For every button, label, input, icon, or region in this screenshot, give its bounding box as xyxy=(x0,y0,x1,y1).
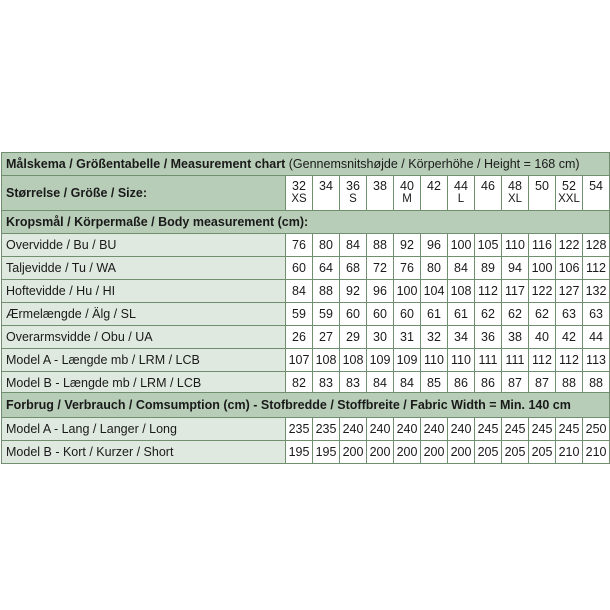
table-cell: 61 xyxy=(421,303,448,326)
table-cell: 62 xyxy=(475,303,502,326)
table-cell: 27 xyxy=(313,326,340,349)
table-cell: 68 xyxy=(340,257,367,280)
table-cell: 83 xyxy=(313,372,340,395)
table-cell: 92 xyxy=(340,280,367,303)
size-cell xyxy=(529,176,556,211)
size-label: Størrelse / Größe / Size: xyxy=(2,176,286,211)
table-cell: 100 xyxy=(448,234,475,257)
size-cell xyxy=(583,176,610,211)
table-cell: 94 xyxy=(502,257,529,280)
table-cell: 61 xyxy=(448,303,475,326)
size-letter xyxy=(421,193,447,206)
row-label: Hoftevidde / Hu / HI xyxy=(2,280,286,303)
size-letter: M xyxy=(402,193,412,205)
size-cell xyxy=(448,176,475,211)
table-cell: 42 xyxy=(556,326,583,349)
table-cell: 235 xyxy=(286,418,313,441)
table-cell: 110 xyxy=(502,234,529,257)
size-cell xyxy=(340,176,367,211)
table-cell: 34 xyxy=(448,326,475,349)
table-cell: 112 xyxy=(475,280,502,303)
size-cell xyxy=(394,176,421,211)
row-label: Overarmsvidde / Obu / UA xyxy=(2,326,286,349)
size-number: 38 xyxy=(373,179,387,193)
size-cell xyxy=(421,176,448,211)
table-cell: 92 xyxy=(394,234,421,257)
row-label: Overvidde / Bu / BU xyxy=(2,234,286,257)
table-cell: 106 xyxy=(556,257,583,280)
table-cell: 86 xyxy=(475,372,502,395)
table-cell: 76 xyxy=(286,234,313,257)
table-row xyxy=(2,280,610,303)
table-cell: 200 xyxy=(367,441,394,464)
table-cell: 38 xyxy=(502,326,529,349)
table-cell: 210 xyxy=(556,441,583,464)
table-cell: 84 xyxy=(340,234,367,257)
table-cell: 235 xyxy=(313,418,340,441)
size-number: 44 xyxy=(454,179,468,193)
size-number: 34 xyxy=(319,179,333,193)
size-letter xyxy=(367,193,393,206)
measurement-table xyxy=(1,152,610,395)
table-cell: 62 xyxy=(502,303,529,326)
table-cell: 87 xyxy=(502,372,529,395)
table-cell: 240 xyxy=(448,418,475,441)
size-letter: XS xyxy=(291,193,307,205)
table-cell: 32 xyxy=(421,326,448,349)
body-header-row xyxy=(2,211,610,234)
table-cell: 240 xyxy=(421,418,448,441)
table-cell: 109 xyxy=(394,349,421,372)
table-cell: 29 xyxy=(340,326,367,349)
table-cell: 40 xyxy=(529,326,556,349)
table-cell: 84 xyxy=(448,257,475,280)
table-cell: 205 xyxy=(529,441,556,464)
consumption-title: Forbrug / Verbrauch / Comsumption (cm) - Stofbredde / Stoffbreite / Fabric Width = Min. 140 cm xyxy=(2,393,610,418)
table-cell: 240 xyxy=(367,418,394,441)
measurement-title-rest: (Gennemsnitshøjde / Körperhöhe / Height = 168 cm) xyxy=(285,157,580,171)
table-cell: 195 xyxy=(313,441,340,464)
table-cell: 62 xyxy=(529,303,556,326)
table-cell: 116 xyxy=(529,234,556,257)
table-cell: 210 xyxy=(583,441,610,464)
table-cell: 107 xyxy=(286,349,313,372)
row-label: Model A - Længde mb / LRM / LCB xyxy=(2,349,286,372)
table-cell: 44 xyxy=(583,326,610,349)
table-cell: 200 xyxy=(448,441,475,464)
table-cell: 96 xyxy=(367,280,394,303)
table-cell: 63 xyxy=(583,303,610,326)
table-cell: 113 xyxy=(583,349,610,372)
table-cell: 111 xyxy=(502,349,529,372)
size-number: 36 xyxy=(346,179,360,193)
table-row xyxy=(2,326,610,349)
table-cell: 200 xyxy=(340,441,367,464)
size-letter: XL xyxy=(507,193,523,205)
table-cell: 105 xyxy=(475,234,502,257)
consumption-title-row xyxy=(2,393,610,418)
table-cell: 88 xyxy=(556,372,583,395)
table-cell: 240 xyxy=(340,418,367,441)
table-cell: 26 xyxy=(286,326,313,349)
size-letter: XXL xyxy=(558,193,580,205)
table-cell: 127 xyxy=(556,280,583,303)
size-letter: L xyxy=(457,193,465,205)
table-cell: 88 xyxy=(313,280,340,303)
table-cell: 36 xyxy=(475,326,502,349)
table-cell: 240 xyxy=(394,418,421,441)
size-cell xyxy=(475,176,502,211)
table-cell: 84 xyxy=(394,372,421,395)
table-cell: 31 xyxy=(394,326,421,349)
size-letter: S xyxy=(349,193,357,205)
table-cell: 87 xyxy=(529,372,556,395)
table-cell: 60 xyxy=(394,303,421,326)
table-cell: 117 xyxy=(502,280,529,303)
table-row xyxy=(2,441,610,464)
table-cell: 110 xyxy=(421,349,448,372)
size-cell xyxy=(556,176,583,211)
size-number: 40 xyxy=(400,179,414,193)
table-cell: 60 xyxy=(367,303,394,326)
table-cell: 250 xyxy=(583,418,610,441)
size-number: 50 xyxy=(535,179,549,193)
size-number: 42 xyxy=(427,179,441,193)
table-cell: 205 xyxy=(475,441,502,464)
size-row xyxy=(2,176,610,211)
size-letter xyxy=(313,193,339,206)
table-cell: 245 xyxy=(502,418,529,441)
table-row xyxy=(2,418,610,441)
table-cell: 63 xyxy=(556,303,583,326)
table-cell: 112 xyxy=(556,349,583,372)
table-cell: 76 xyxy=(394,257,421,280)
table-cell: 112 xyxy=(583,257,610,280)
row-label: Model B - Kort / Kurzer / Short xyxy=(2,441,286,464)
table-cell: 122 xyxy=(556,234,583,257)
table-cell: 88 xyxy=(583,372,610,395)
measurement-title-bold: Målskema / Größentabelle / Measurement chart xyxy=(6,157,286,171)
table-cell: 88 xyxy=(367,234,394,257)
body-measurement-header: Kropsmål / Körpermaße / Body measurement (cm): xyxy=(2,211,610,234)
table-row xyxy=(2,303,610,326)
table-cell: 122 xyxy=(529,280,556,303)
row-label: Model A - Lang / Langer / Long xyxy=(2,418,286,441)
table-cell: 89 xyxy=(475,257,502,280)
table-cell: 30 xyxy=(367,326,394,349)
table-cell: 60 xyxy=(286,257,313,280)
table-cell: 128 xyxy=(583,234,610,257)
table-cell: 59 xyxy=(286,303,313,326)
table-cell: 86 xyxy=(448,372,475,395)
size-number: 46 xyxy=(481,179,495,193)
table-cell: 80 xyxy=(421,257,448,280)
table-cell: 109 xyxy=(367,349,394,372)
measurement-title-row xyxy=(2,153,610,176)
row-label: Ærmelængde / Älg / SL xyxy=(2,303,286,326)
table-cell: 245 xyxy=(475,418,502,441)
table-cell: 85 xyxy=(421,372,448,395)
table-cell: 60 xyxy=(340,303,367,326)
table-cell: 108 xyxy=(340,349,367,372)
table-cell: 100 xyxy=(394,280,421,303)
table-cell: 108 xyxy=(448,280,475,303)
table-cell: 64 xyxy=(313,257,340,280)
table-cell: 195 xyxy=(286,441,313,464)
size-cell xyxy=(502,176,529,211)
table-cell: 132 xyxy=(583,280,610,303)
size-number: 54 xyxy=(589,179,603,193)
table-cell: 111 xyxy=(475,349,502,372)
size-number: 52 xyxy=(562,179,576,193)
size-letter xyxy=(475,193,501,206)
row-label: Model B - Længde mb / LRM / LCB xyxy=(2,372,286,395)
table-cell: 100 xyxy=(529,257,556,280)
measurement-title xyxy=(2,153,610,176)
table-cell: 200 xyxy=(394,441,421,464)
table-cell: 200 xyxy=(421,441,448,464)
size-cell xyxy=(286,176,313,211)
table-row xyxy=(2,234,610,257)
table-cell: 245 xyxy=(529,418,556,441)
table-cell: 104 xyxy=(421,280,448,303)
table-cell: 80 xyxy=(313,234,340,257)
size-letter xyxy=(529,193,555,206)
table-cell: 84 xyxy=(286,280,313,303)
table-cell: 205 xyxy=(502,441,529,464)
size-letter xyxy=(583,193,609,206)
table-row xyxy=(2,257,610,280)
table-cell: 108 xyxy=(313,349,340,372)
table-cell: 112 xyxy=(529,349,556,372)
table-cell: 72 xyxy=(367,257,394,280)
consumption-table xyxy=(1,392,610,464)
size-cell xyxy=(313,176,340,211)
table-cell: 96 xyxy=(421,234,448,257)
table-cell: 82 xyxy=(286,372,313,395)
size-number: 48 xyxy=(508,179,522,193)
table-row xyxy=(2,349,610,372)
size-cell xyxy=(367,176,394,211)
table-cell: 84 xyxy=(367,372,394,395)
table-cell: 59 xyxy=(313,303,340,326)
row-label: Taljevidde / Tu / WA xyxy=(2,257,286,280)
table-cell: 110 xyxy=(448,349,475,372)
table-cell: 245 xyxy=(556,418,583,441)
table-cell: 83 xyxy=(340,372,367,395)
size-number: 32 xyxy=(292,179,306,193)
